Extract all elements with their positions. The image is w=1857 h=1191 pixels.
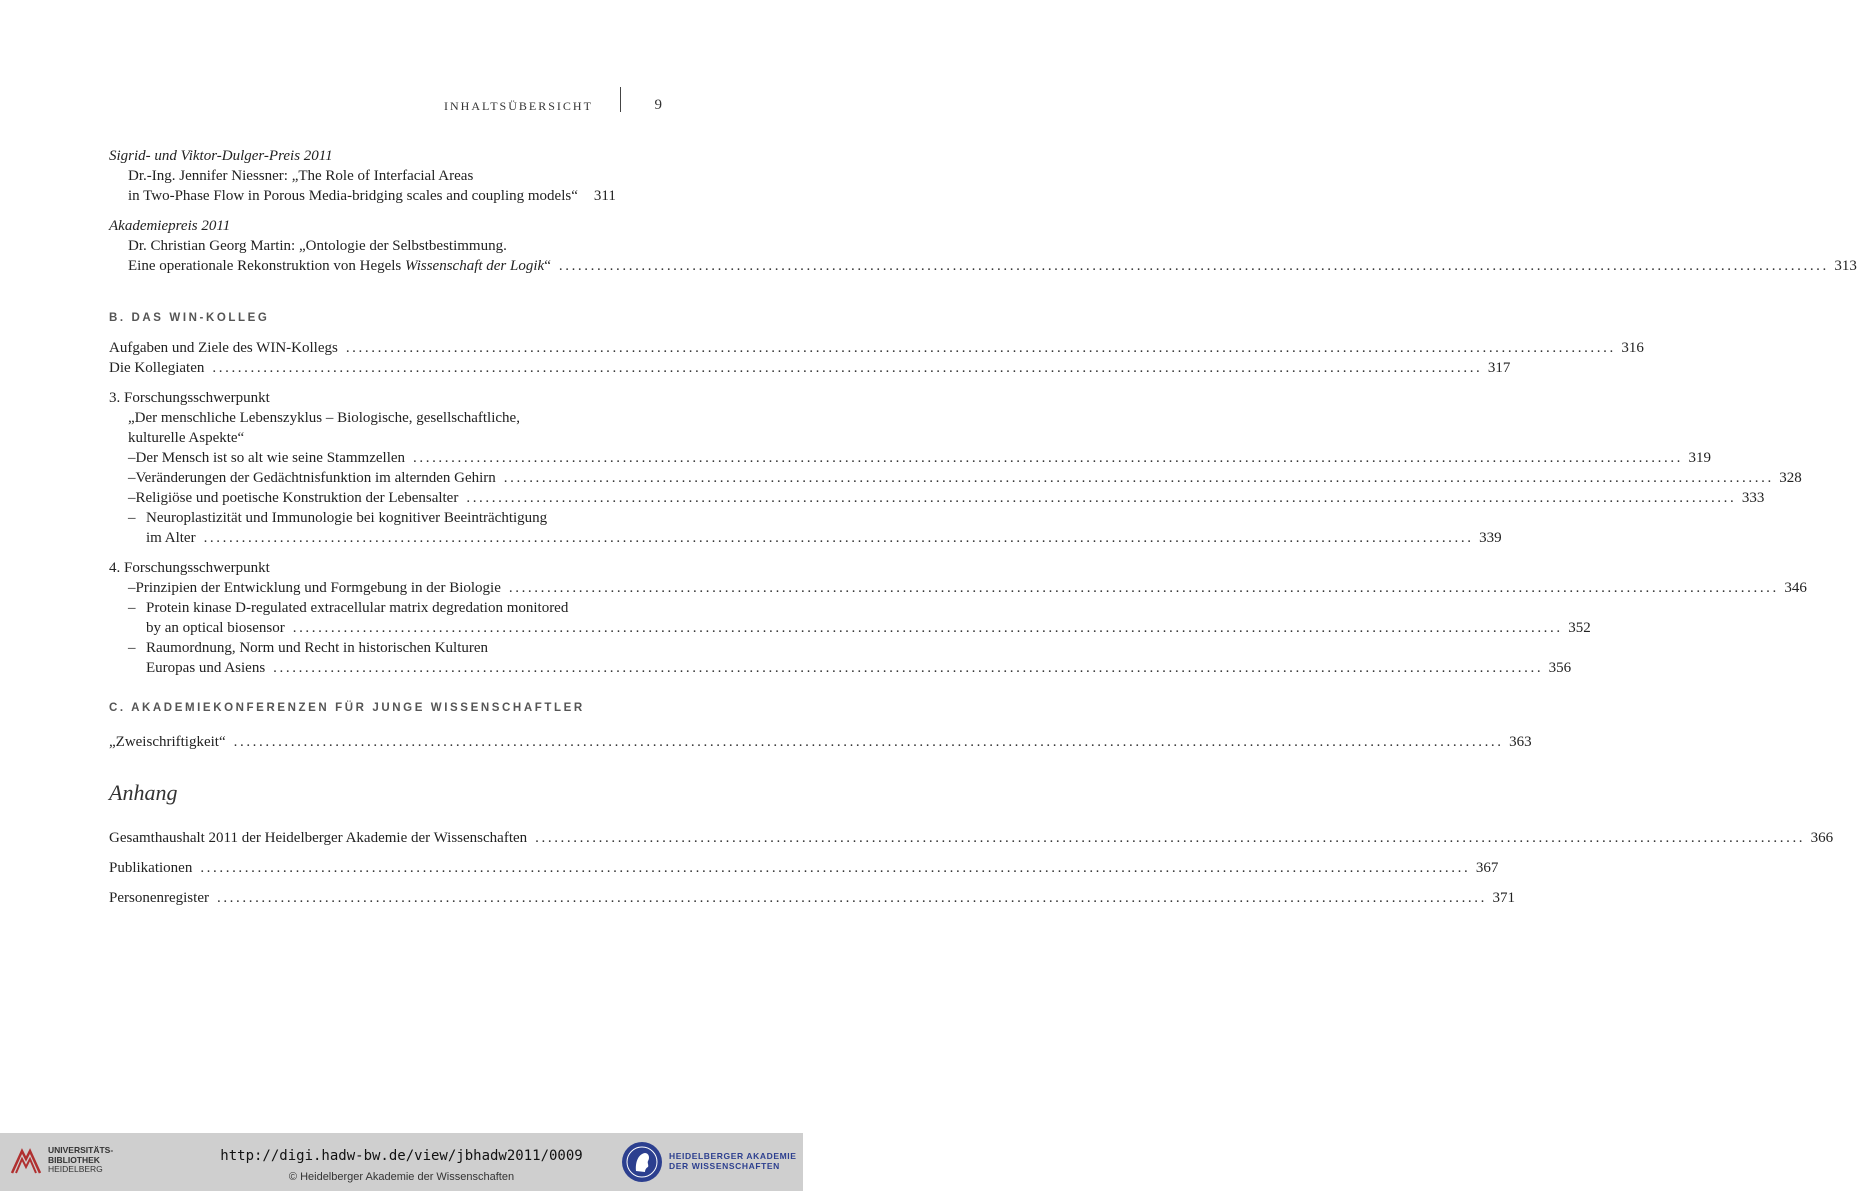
toc-entry[interactable] (109, 618, 1591, 638)
toc-page-number: 319 (1688, 450, 1712, 466)
leader-dots: ........................................................................................................................................................................................................ (216, 890, 1487, 906)
dash-marker: – (128, 510, 136, 526)
running-title: INHALTSÜBERSICHT (444, 99, 593, 113)
leader-dots: ........................................................................................................................................................................................................ (233, 734, 1504, 750)
toc-entry-text: Raumordnung, Norm und Recht in historischen Kulturen (146, 640, 489, 656)
toc-entry[interactable] (109, 256, 1857, 276)
toc-page-number: 339 (1479, 530, 1502, 546)
dash-marker: – (128, 490, 136, 506)
toc-entry-text: Der Mensch ist so alt wie seine Stammzellen (135, 450, 406, 466)
toc-entry-text: Publikationen (109, 860, 193, 876)
running-header (440, 97, 662, 117)
fs4-title: 4. Forschungsschwerpunkt (109, 560, 270, 576)
toc-page-number: 352 (1568, 620, 1591, 636)
toc-entry[interactable] (109, 448, 1712, 468)
leader-dots: ........................................................................................................................................................................................................ (292, 620, 1563, 636)
anhang-heading: Anhang (109, 780, 178, 805)
leader-dots: ........................................................................................................................................................................................................ (212, 360, 1483, 376)
akademiepreis-title: Akademiepreis 2011 (109, 218, 231, 234)
toc-entry[interactable] (109, 888, 1515, 908)
toc-entry[interactable] (109, 468, 1802, 488)
toc-entry-line1 (109, 638, 661, 658)
toc-entry-text: in Two-Phase Flow in Porous Media-bridging scales and coupling models“ (128, 188, 578, 204)
toc-entry-text: Personenregister (109, 890, 209, 906)
leader-dots: ........................................................................................................................................................................................................ (200, 860, 1471, 876)
university-library-name: UNIVERSITÄTS- BIBLIOTHEK HEIDELBERG (48, 1145, 114, 1174)
toc-entry-text: Aufgaben und Ziele des WIN-Kollegs (109, 340, 338, 356)
table-of-contents (109, 146, 1857, 908)
leader-dots: ........................................................................................................................................................................................................ (503, 470, 1774, 486)
leader-dots: ........................................................................................................................................................................................................ (558, 258, 1829, 274)
header-divider (620, 87, 621, 112)
toc-page-number: 316 (1621, 340, 1644, 356)
toc-entry-text: by an optical biosensor (146, 620, 285, 636)
toc-page-number: 311 (593, 188, 616, 204)
academy-name: HEIDELBERGER AKADEMIE DER WISSENSCHAFTEN (669, 1151, 797, 1171)
toc-entry[interactable] (109, 658, 1572, 678)
toc-page-number: 363 (1509, 734, 1532, 750)
dash-marker: – (128, 640, 136, 656)
leader-dots: ........................................................................................................................................................................................................ (413, 450, 1684, 466)
toc-entry-text: Prinzipien der Entwicklung und Formgebung in der Biologie (135, 580, 501, 596)
dash-marker: – (128, 470, 136, 486)
leader-dots: ........................................................................................................................................................................................................ (203, 530, 1474, 546)
leader-dots: ........................................................................................................................................................................................................ (273, 660, 1544, 676)
leader-dots: ........................................................................................................................................................................................................ (345, 340, 1616, 356)
toc-entry[interactable] (109, 528, 1502, 548)
toc-page-number: 371 (1492, 890, 1515, 906)
toc-entry[interactable] (109, 358, 1511, 378)
copyright-notice: © Heidelberger Akademie der Wissenschaften (288, 1171, 515, 1183)
toc-entry[interactable] (109, 488, 1765, 508)
academy-seal-icon (621, 1141, 663, 1183)
toc-entry[interactable] (109, 858, 1499, 878)
toc-entry[interactable] (109, 338, 1644, 358)
toc-entry-text: Religiöse und poetische Konstruktion der Lebensalter (135, 490, 459, 506)
toc-page-number: 313 (1834, 258, 1857, 274)
page-number: 9 (654, 97, 662, 113)
toc-entry-text: Eine operationale Rekonstruktion von Hegels Wissenschaft der Logik“ (128, 258, 551, 274)
toc-entry-text: im Alter (146, 530, 196, 546)
dulger-entry-line1: Dr.-Ing. Jennifer Niessner: „The Role of Interfacial Areas (128, 168, 474, 184)
toc-page-number: 346 (1784, 580, 1807, 596)
toc-entry-text: Neuroplastizität und Immunologie bei kognitiver Beeinträchtigung (146, 510, 548, 526)
toc-entry[interactable] (109, 578, 1807, 598)
dash-marker: – (128, 600, 136, 616)
toc-entry-text: Protein kinase D-regulated extracellular matrix degredation monitored (146, 600, 569, 616)
toc-entry[interactable] (109, 186, 661, 206)
dulger-prize-title: Sigrid- und Viktor-Dulger-Preis 2011 (109, 148, 333, 164)
toc-entry-text: Veränderungen der Gedächtnisfunktion im alternden Gehirn (135, 470, 496, 486)
toc-entry-text: Gesamthaushalt 2011 der Heidelberger Akademie der Wissenschaften (109, 830, 528, 846)
source-url-link[interactable]: http://digi.hadw-bw.de/view/jbhadw2011/0009 (220, 1148, 583, 1164)
leader-dots: ........................................................................................................................................................................................................ (508, 580, 1779, 596)
toc-page-number: 333 (1741, 490, 1765, 506)
leader-dots: ........................................................................................................................................................................................................ (535, 830, 1806, 846)
dash-marker: – (128, 450, 136, 466)
toc-page-number: 367 (1475, 860, 1499, 876)
toc-entry[interactable] (109, 828, 1834, 848)
dash-marker: – (128, 580, 136, 596)
fs3-subtitle-line2: kulturelle Aspekte“ (128, 430, 245, 446)
toc-page-number: 356 (1548, 660, 1572, 676)
toc-page-number: 317 (1487, 360, 1511, 376)
toc-entry[interactable] (109, 732, 1532, 752)
section-b-heading: B. DAS WIN-KOLLEG (109, 312, 270, 324)
toc-entry-line1 (109, 598, 661, 618)
fs3-subtitle-line1: „Der menschliche Lebenszyklus – Biologische, gesellschaftliche, (128, 410, 520, 426)
toc-entry-text: Die Kollegiaten (109, 360, 205, 376)
toc-page-number: 366 (1810, 830, 1834, 846)
toc-entry-text: „Zweischriftigkeit“ (109, 734, 226, 750)
leader-dots: ........................................................................................................................................................................................................ (466, 490, 1737, 506)
digitization-footer (0, 1133, 803, 1191)
akademiepreis-entry-line1: Dr. Christian Georg Martin: „Ontologie der Selbstbestimmung. (128, 238, 507, 254)
toc-entry-line1 (109, 508, 661, 528)
toc-page-number: 328 (1779, 470, 1802, 486)
toc-entry-text: Europas und Asiens (146, 660, 266, 676)
section-c-heading: C. AKADEMIEKONFERENZEN FÜR JUNGE WISSENSCHAFTLER (109, 702, 585, 714)
fs3-title: 3. Forschungsschwerpunkt (109, 390, 270, 406)
